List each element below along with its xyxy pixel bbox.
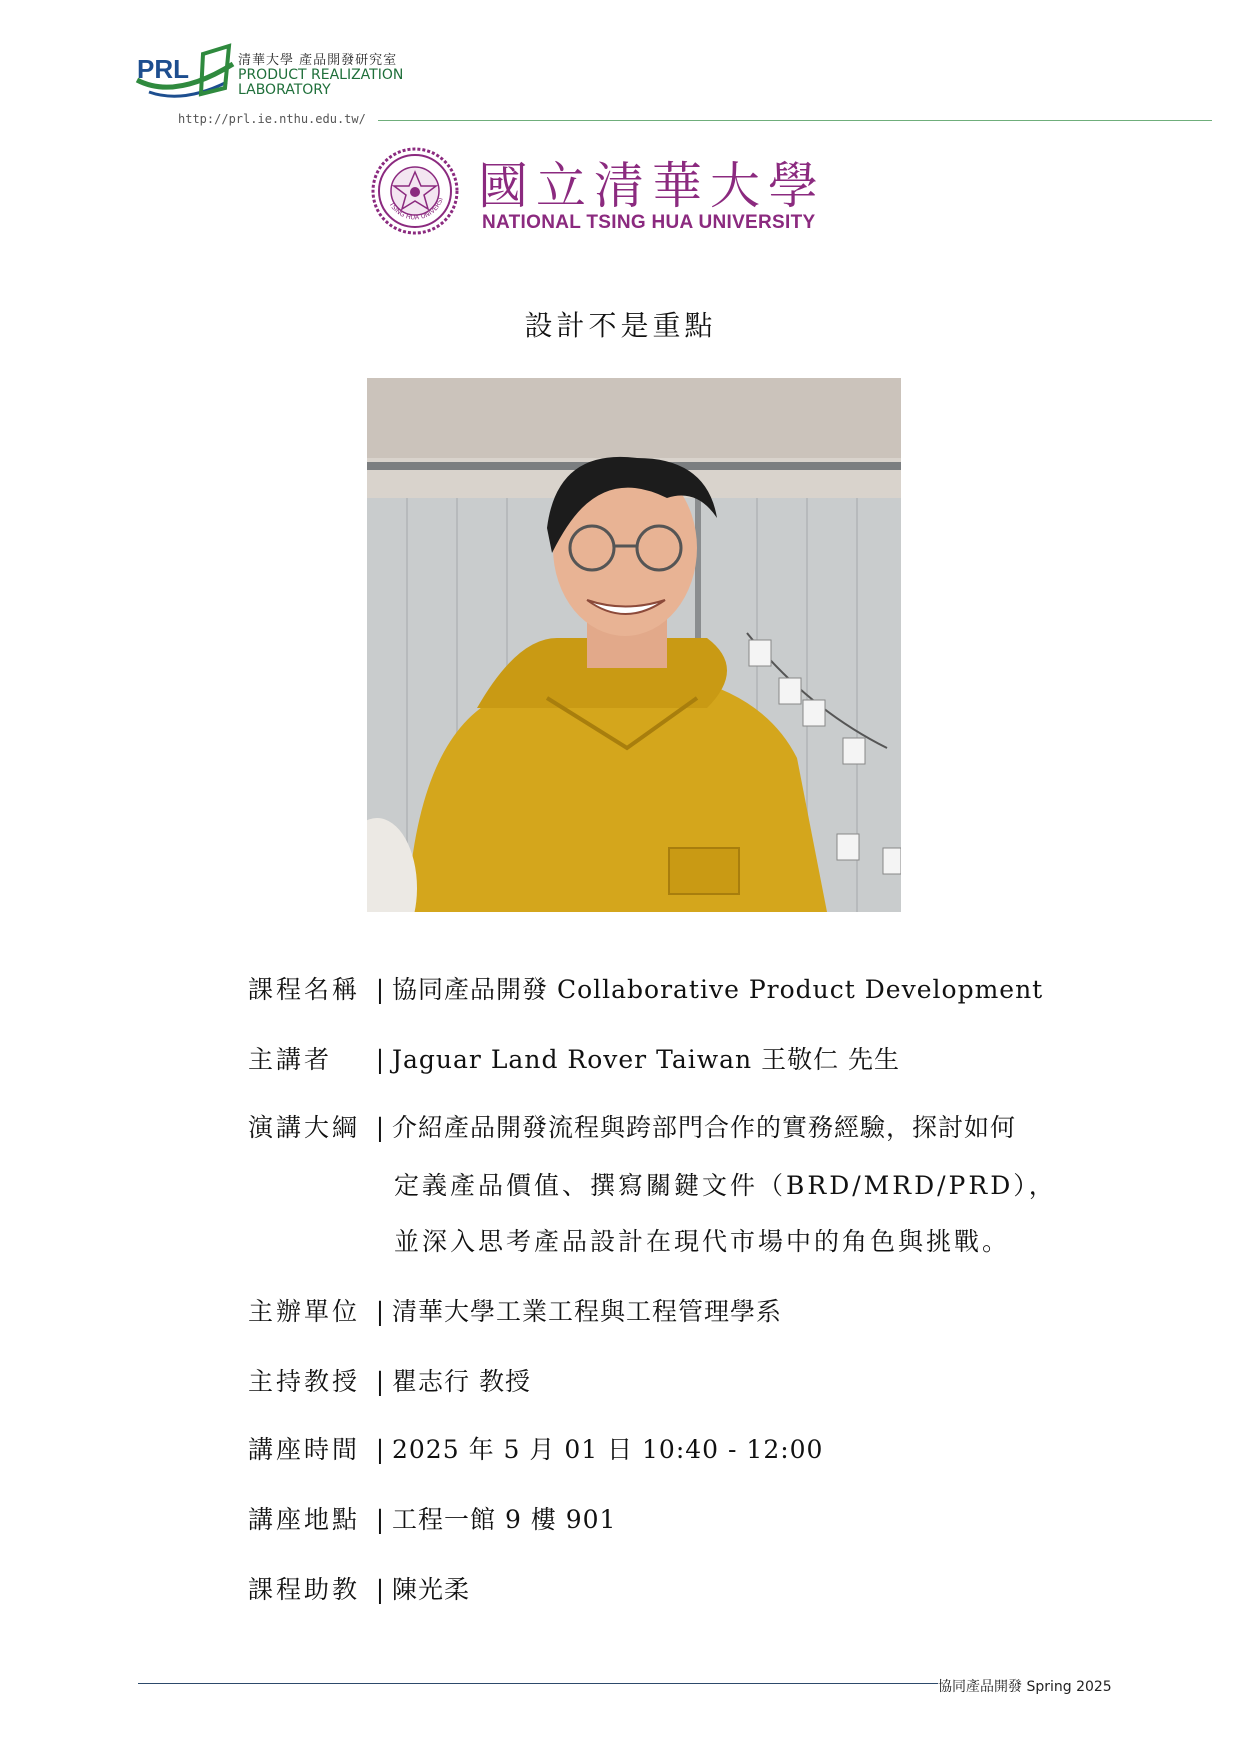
info-separator: |: [375, 1297, 385, 1326]
university-name-en: NATIONAL TSING HUA UNIVERSITY: [482, 212, 816, 233]
info-row: [248, 1108, 1016, 1144]
university-name-cn: 國立清華大學: [478, 157, 826, 215]
info-value: 介紹產品開發流程與跨部門合作的實務經驗，探討如何: [392, 1113, 1017, 1142]
prl-logo: [135, 42, 245, 104]
info-separator: |: [375, 1113, 385, 1142]
info-row: [248, 1500, 616, 1536]
info-separator: |: [375, 1367, 385, 1396]
info-value: 工程一館 9 樓 901: [392, 1505, 617, 1534]
info-separator: |: [375, 1045, 385, 1074]
info-value-continuation: 並深入思考產品設計在現代市場中的角色與挑戰。: [394, 1227, 1011, 1256]
info-separator: |: [375, 1505, 385, 1534]
info-label: 課程助教: [248, 1575, 361, 1604]
info-row: [248, 1430, 823, 1466]
info-value: 協同產品開發 Collaborative Product Development: [392, 975, 1044, 1004]
seal-text: TSING HUA UNIVERSI: [387, 196, 445, 222]
info-separator: |: [375, 1435, 385, 1464]
info-value: 陳光柔: [392, 1575, 471, 1604]
info-value: Jaguar Land Rover Taiwan 王敬仁 先生: [392, 1045, 901, 1074]
lab-url-link[interactable]: http://prl.ie.nthu.edu.tw/: [178, 112, 366, 126]
info-value: 2025 年 5 月 01 日 10:40 - 12:00: [392, 1435, 824, 1464]
header-divider: [378, 120, 1212, 121]
info-label: 演講大綱: [248, 1113, 361, 1142]
page-title: 設計不是重點: [524, 309, 717, 342]
info-value: 清華大學工業工程與工程管理學系: [392, 1297, 783, 1326]
info-label: 主持教授: [248, 1367, 361, 1396]
info-row: [248, 1292, 782, 1328]
footer-text: 協同產品開發 Spring 2025: [938, 1679, 1112, 1695]
info-label: 主辦單位: [248, 1297, 361, 1326]
info-label: 講座時間: [248, 1435, 361, 1464]
info-label: 課程名稱: [248, 975, 361, 1004]
info-value-continuation: 定義產品價值、撰寫關鍵文件（BRD/MRD/PRD），: [394, 1171, 1057, 1200]
footer-divider: [138, 1683, 938, 1684]
info-row: [248, 1570, 470, 1606]
info-row: [248, 970, 1043, 1006]
lab-name: [238, 53, 403, 98]
lab-name-en-line1: PRODUCT REALIZATION: [238, 67, 404, 83]
prl-logo-mark: PRL: [137, 54, 189, 84]
info-label: 講座地點: [248, 1505, 361, 1534]
lab-name-en-line2: LABORATORY: [238, 82, 331, 98]
university-seal-icon: [370, 146, 460, 236]
info-separator: |: [375, 1575, 385, 1604]
info-row: [248, 1040, 900, 1076]
info-separator: |: [375, 975, 385, 1004]
lab-name-cn: 清華大學 產品開發研究室: [238, 53, 398, 68]
info-label: 主講者: [248, 1045, 333, 1074]
speaker-photo: [367, 378, 901, 912]
info-value: 瞿志行 教授: [392, 1367, 531, 1396]
info-row: [248, 1362, 531, 1398]
